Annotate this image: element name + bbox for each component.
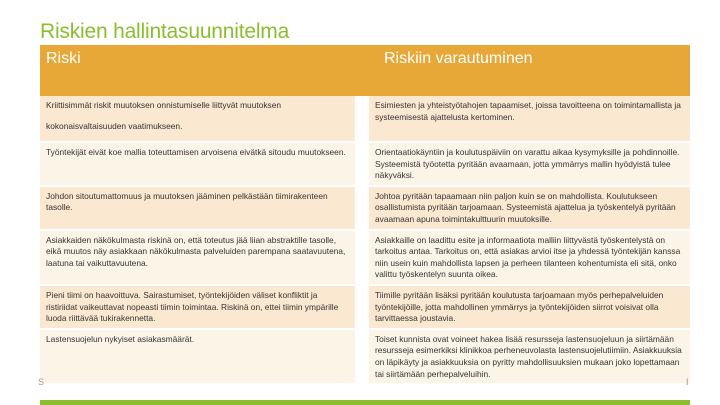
risk-text-line-1: Kriittisimmät riskit muutoksen onnistumiselle liittyvät muutoksen xyxy=(46,100,282,110)
risk-cell: Johdon sitoutumattomuus ja muutoksen jääminen pelkästään tiimirakenteen tasolle. xyxy=(40,186,362,230)
risk-cell: Pieni tiimi on haavoittuva. Sairastumiset, työntekijöiden väliset konfliktit ja ristiriidat vaikeuttavat nopeasti tiimin toimintaa. Riskinä on, ettei tiimin ympärille luoda riittävää tukirakennetta. xyxy=(40,285,362,329)
mitigation-cell: Toiset kunnista ovat voineet hakea lisää resursseja lastensuojeluun ja siirtämään resursseja esimerkiksi klinikkoa perheneuvolasta lastensuojelutiimiin. Asiakkuuksia on läpikäyty ja asiakkuuksia on pyritty mahdollisuuksien mukaan joko lopettamaan tai siirtämään perhepalveluihin. xyxy=(362,329,690,384)
table-row xyxy=(40,285,690,329)
table-header-row xyxy=(40,45,690,96)
risk-cell xyxy=(40,96,362,142)
mitigation-cell: Esimiesten ja yhteistyötahojen tapaamiset, joissa tavoitteena on toimintamallista ja systeemisestä ajattelusta kertominen. xyxy=(362,96,690,142)
risk-table xyxy=(40,45,690,385)
bottom-accent-bar xyxy=(40,400,690,405)
header-risk: Riski xyxy=(40,45,362,96)
risk-cell: Asiakkaiden näkökulmasta riskinä on, että toteutus jää liian abstraktille tasolle, eikä muutos näy asiakkaan näkökulmasta palveluiden parempana saatavuutena, laatuna tai vaikuttavuutena. xyxy=(40,230,362,285)
slide-title: Riskien hallintasuunnitelma xyxy=(40,20,290,43)
table-row xyxy=(40,186,690,230)
risk-table-container xyxy=(40,45,690,385)
risk-text-line-2: kokonaisvaltaisuuden vaatimukseen. xyxy=(46,120,183,131)
header-mitigation: Riskiin varautuminen xyxy=(362,45,690,96)
footer-left-mark: S xyxy=(38,377,45,387)
risk-cell: Työntekijät eivät koe mallia toteuttamisen arvoisena eivätkä sitoudu muutokseen. xyxy=(40,142,362,186)
footer-right-mark: I xyxy=(686,377,689,387)
table-row xyxy=(40,142,690,186)
mitigation-cell: Asiakkaille on laadittu esite ja informaatiota malliin liittyvästä työskentelystä on tarkoitus antaa. Tarkoitus on, että asiakas arvioi itse ja yhdessä työntekijän kanssa niin usein kuin mahdollista lapsen ja perheen tilanteen kohentumista eli sitä, onko valittu työskentelyn suunta oikea. xyxy=(362,230,690,285)
risk-cell: Lastensuojelun nykyiset asiakasmäärät. xyxy=(40,329,362,384)
table-row xyxy=(40,329,690,384)
mitigation-cell: Tiimille pyritään lisäksi pyritään koulutusta tarjoamaan myös perhepalveluiden työntekijöille, jotta mahdollinen ymmärrys ja työntekijöiden siirrot voisivat olla tarvittaessa joustavia. xyxy=(362,285,690,329)
table-row xyxy=(40,230,690,285)
mitigation-cell: Orientaatiokäyntiin ja koulutuspäiviin on varattu aikaa kysymyksille ja pohdinnoille. Systeemistä työotetta pyritään avaamaan, jotta ymmärrys mallin hyödyistä tulee näkyväksi. xyxy=(362,142,690,186)
table-row xyxy=(40,96,690,142)
mitigation-cell: Johtoa pyritään tapaamaan niin paljon kuin se on mahdollista. Koulutukseen osallistumista pyritään tarjoamaan. Systeemistä ajattelua ja työskentelyä pyritään avaamaan apuna toimintakulttuurin muutoksille. xyxy=(362,186,690,230)
